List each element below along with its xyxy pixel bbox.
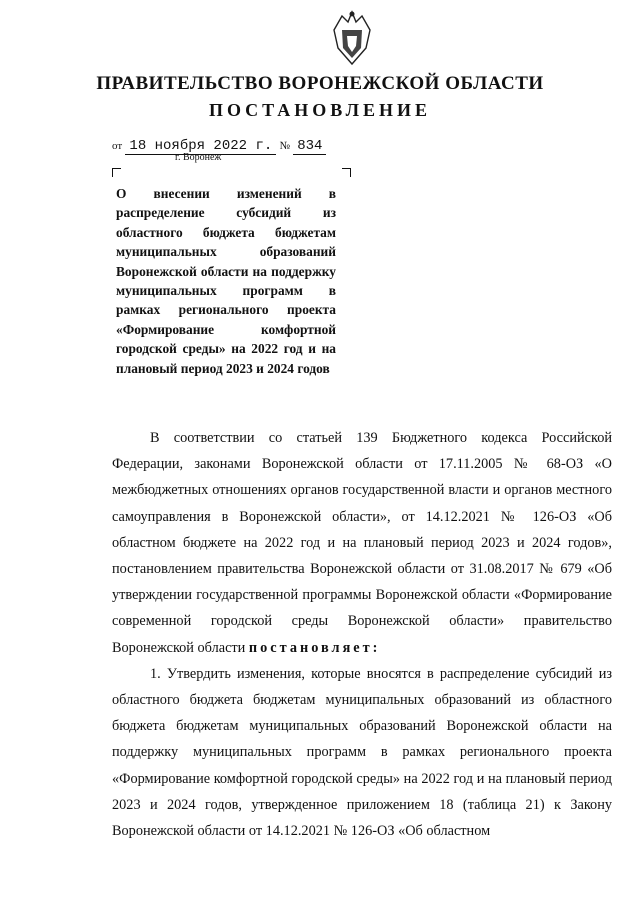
document-subject: О внесении изменений в распределение субсидий из областного бюджета бюджетам муниципальных образований Воронежской области на поддержку муниципальных программ в рамках регионального проекта «Формирование комфортной городской среды» на 2022 год и на плановый период 2023 и 2024 годов bbox=[116, 186, 336, 376]
resolves-word: постановляет: bbox=[248, 639, 381, 656]
preamble-text: В соответствии со статьей 139 Бюджетного кодекса Российской Федерации, законами Воронежской области от 17.11.2005 № 68-ОЗ «О межбюджетных отношениях органов государственной власти и органов местного самоуправления в Воронежской области», от 14.12.2021 № 126-ОЗ «Об областном бюджете на 2022 год и на плановый период 2023 и 2024 годов», постановлением правительства Воронежской области от 31.08.2017 № 679 «Об утверждении государственной программы Воронежской области «Формирование современной городской среды Воронежской области» правительство Воронежской области bbox=[112, 430, 612, 656]
paragraph-preamble bbox=[112, 425, 612, 661]
document-number: 834 bbox=[293, 138, 326, 155]
coat-of-arms-icon bbox=[328, 8, 376, 68]
government-title: ПРАВИТЕЛЬСТВО ВОРОНЕЖСКОЙ ОБЛАСТИ bbox=[96, 73, 544, 94]
number-label: № bbox=[279, 140, 290, 152]
document-type: ПОСТАНОВЛЕНИЕ bbox=[208, 100, 432, 120]
corner-mark-left bbox=[112, 168, 121, 177]
city: г. Воронеж bbox=[175, 152, 222, 163]
document-body bbox=[112, 425, 612, 844]
document-date: 18 ноября 2022 г. bbox=[125, 138, 276, 155]
corner-mark-right bbox=[342, 168, 351, 177]
paragraph-item-1: 1. Утвердить изменения, которые вносятся в распределение субсидий из областного бюджета бюджетам муниципальных образований из областного бюджета бюджетам муниципальных образований Воронежской области на поддержку муниципальных программ в рамках регионального проекта «Формирование комфортной городской среды» на 2022 год и на плановый период 2023 и 2024 годов, утвержденное приложением 18 (таблица 21) к Закону Воронежской области от 14.12.2021 № 126-ОЗ «Об областном bbox=[112, 665, 612, 840]
date-prefix: от bbox=[112, 140, 123, 152]
